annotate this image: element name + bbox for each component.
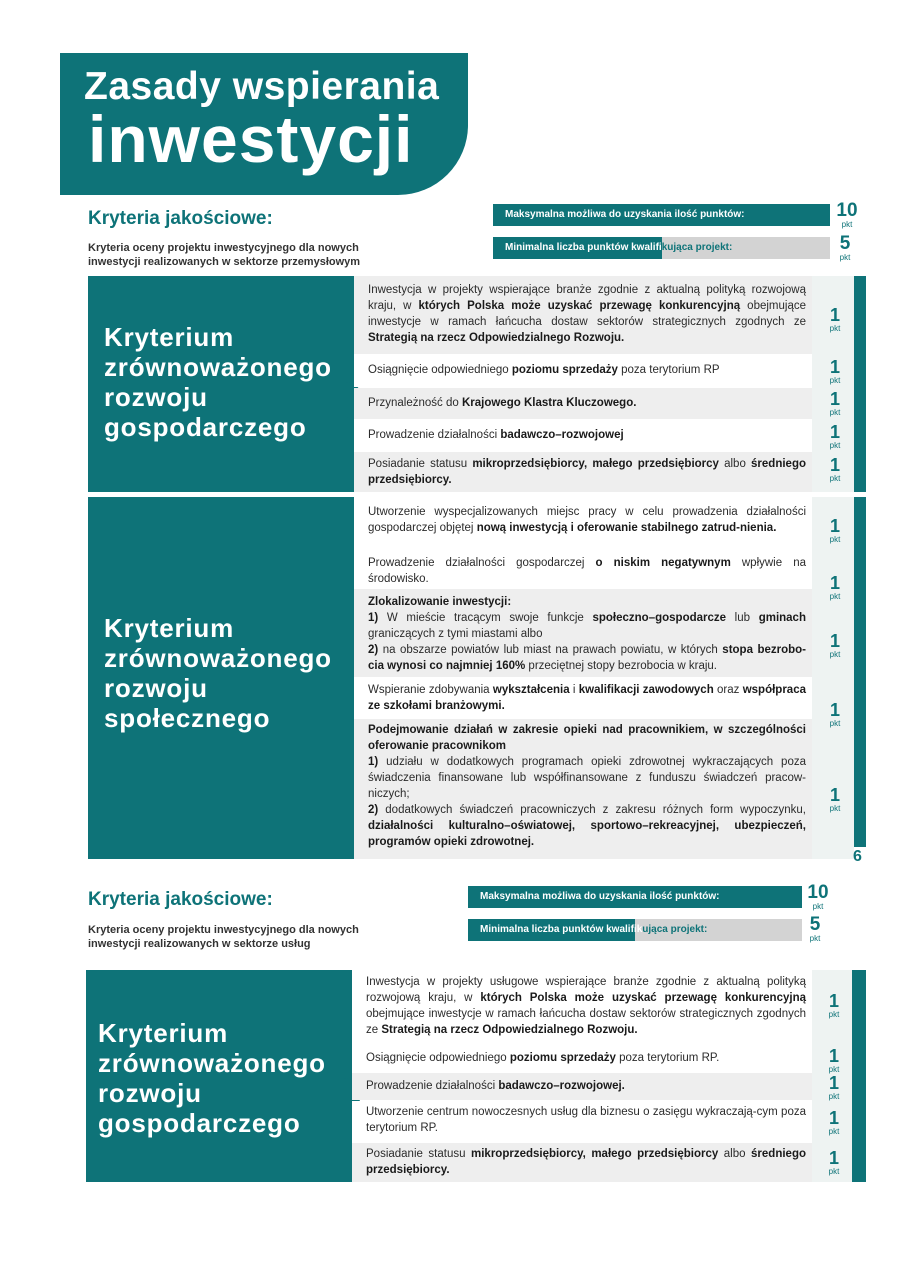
b3-points-4: 1 pkt (828, 1108, 840, 1136)
block2-title-l3: rozwoju (104, 673, 208, 703)
b1-points-3: 1 pkt (829, 389, 841, 417)
b1-points-5: 1 pkt (829, 455, 841, 483)
block1-title-l1: Kryterium (104, 322, 235, 352)
section2-subtitle: Kryteria oceny projektu inwestycyjnego dla nowych inwestycji realizowanych w sektorze usług (88, 924, 359, 950)
section1-max-points-bar (493, 204, 830, 226)
b3-row-2: Osiągnięcie odpowiedniego poziomu sprzedaży poza terytorium RP. (352, 1046, 812, 1072)
b1-row-1: Inwestycja w projekty wspierające branże zgodnie z aktualną polityką rozwojową kraju, w których Polska może uzyskać przewagę konkurencyjną obejmujące inwestycje w ramach łańcucha dostaw sektorów strategicznych zgodnych ze Strategią na rzecz Odpowiedzialnego Rozwoju. (354, 276, 812, 354)
b2-points-4: 1 pkt (829, 700, 841, 728)
b2-row-3: Zlokalizowanie inwestycji: 1) W mieście tracącym swoje funkcje społeczno–gospodarcze lub gminach graniczących z tymi miastami albo 2) na obszarze powiatów lub miast na prawach powiatu, w których stopa bezrobo-cia wynosi co najmniej 160% przeciętnej stopy bezrobocia w kraju. (354, 589, 812, 677)
section2-max-points-bar (468, 886, 802, 908)
b3-row-1: Inwestycja w projekty usługowe wspierające branże zgodnie z aktualną polityką rozwojową kraju, w których Polska może uzyskać przewagę konkurencyjną obejmujące inwestycje w ramach łańcucha dostaw sektorów strategicznych zgodnych ze Strategią na rzecz Odpowiedzialnego Rozwoju. (352, 970, 812, 1045)
section2-min-value: 5 pkt (809, 914, 821, 943)
page-number: 6 (853, 848, 862, 865)
b3-points-5: 1 pkt (828, 1148, 840, 1176)
block3-title-l3: rozwoju (98, 1078, 202, 1108)
section1-subtitle: Kryteria oceny projektu inwestycyjnego dla nowych inwestycji realizowanych w sektorze przemysłowym (88, 242, 361, 268)
title-line2: inwestycji (88, 102, 414, 176)
section1-max-label: Maksymalna możliwa do uzyskania ilość punktów: (505, 209, 745, 220)
section2-max-value: 10 pkt (807, 882, 829, 911)
block2-title-l2: zrównoważonego (104, 643, 332, 673)
block3-title-panel (86, 970, 352, 1182)
block1-title-l3: rozwoju (104, 382, 208, 412)
b3-points-1: 1 pkt (828, 991, 840, 1019)
b2-points-5: 1 pkt (829, 785, 841, 813)
b2-points-1: 1 pkt (829, 516, 841, 544)
title-banner (60, 53, 468, 195)
b1-row-4: Prowadzenie działalności badawczo–rozwojowej (354, 420, 812, 451)
b2-points-3: 1 pkt (829, 631, 841, 659)
b2-row-4: Wspieranie zdobywania wykształcenia i kwalifikacji zawodowych oraz współpraca ze szkołami branżowymi. (354, 678, 812, 718)
block2-title-panel (88, 497, 354, 859)
section2-heading: Kryteria jakościowe: (88, 889, 273, 910)
b2-points-2: 1 pkt (829, 573, 841, 601)
section2-min-points-bar: Minimalna liczba punktów kwalifikująca projekt: (468, 919, 802, 941)
block3-title-l4: gospodarczego (98, 1108, 301, 1138)
b1-points-2: 1 pkt (829, 357, 841, 385)
block2-title-l1: Kryterium (104, 613, 235, 643)
b2-row-1: Utworzenie wyspecjalizowanych miejsc pracy w celu prowadzenia działalności gospodarczej objętej nową inwestycją i oferowanie stabilnego zatrud-nienia. (354, 497, 812, 553)
block1-title-l2: zrównoważonego (104, 352, 332, 382)
b1-points-4: 1 pkt (829, 422, 841, 450)
b1-points-1: 1 pkt (829, 305, 841, 333)
b3-row-5: Posiadanie statusu mikroprzedsiębiorcy, małego przedsiębiorcy albo średniego przedsiębiorcy. (352, 1143, 812, 1182)
b2-row-5: Podejmowanie działań w zakresie opieki nad pracownikiem, w szczególności oferowanie pracownikom 1) udziału w dodatkowych programach opieki zdrowotnej wykraczających poza świadczenia finansowane lub współfinansowane z funduszu świadczeń pracow-niczych; 2) dodatkowych świadczeń pracowniczych z zakresu różnych form wypoczynku, działalności kulturalno–oświatowej, sportowo–rekreacyjnej, ubezpieczeń, programów opieki zdrowotnej. (354, 719, 812, 859)
block2-title-l4: społecznego (104, 703, 271, 733)
b3-points-2: 1 pkt (828, 1046, 840, 1074)
b3-row-3: Prowadzenie działalności badawczo–rozwojowej. (352, 1073, 812, 1100)
section1-max-value: 10 pkt (836, 200, 858, 229)
b3-row-4: Utworzenie centrum nowoczesnych usług dla biznesu o zasięgu wykraczają-cym poza terytorium RP. (352, 1101, 812, 1142)
section1-min-value: 5 pkt (839, 233, 851, 262)
b3-points-3: 1 pkt (828, 1073, 840, 1101)
b2-row-2: Prowadzenie działalności gospodarczej o niskim negatywnym wpływie na środowisko. (354, 554, 812, 588)
block3-title-l1: Kryterium (98, 1018, 229, 1048)
section1-min-points-bar: Minimalna liczba punktów kwalifikująca projekt: (493, 237, 830, 259)
b1-row-3: Przynależność do Krajowego Klastra Kluczowego. (354, 388, 812, 419)
section1-heading: Kryteria jakościowe: (88, 208, 273, 229)
b1-row-5: Posiadanie statusu mikroprzedsiębiorcy, małego przedsiębiorcy albo średniego przedsiębiorcy. (354, 452, 812, 492)
title-line1: Zasady wspierania (84, 65, 440, 108)
block3-title-l2: zrównoważonego (98, 1048, 326, 1078)
section2-max-label: Maksymalna możliwa do uzyskania ilość punktów: (480, 891, 720, 902)
b1-row-2: Osiągnięcie odpowiedniego poziomu sprzedaży poza terytorium RP (354, 355, 812, 387)
block1-title-l4: gospodarczego (104, 412, 307, 442)
block1-title-panel (88, 276, 354, 492)
